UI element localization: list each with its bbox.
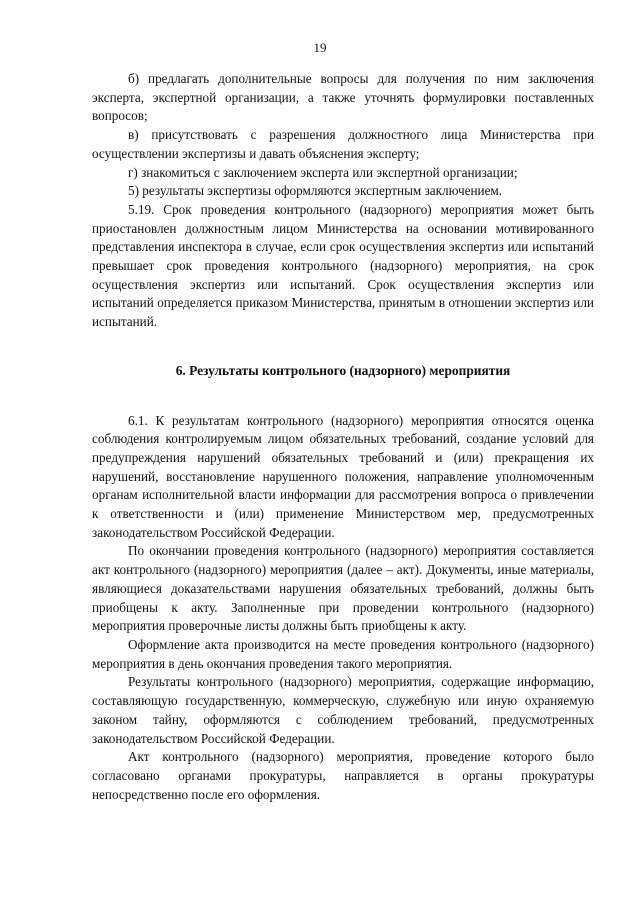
document-body	[92, 70, 594, 804]
paragraph-prosecutor-act: Акт контрольного (надзорного) мероприятия, проведение которого было согласовано органами прокуратуры, направляется в органы прокуратуры непосредственно после его оформления.	[92, 749, 594, 802]
paragraph-item-5: 5) результаты экспертизы оформляются экспертным заключением.	[128, 183, 503, 199]
page-number: 19	[313, 40, 327, 55]
paragraph-item-b: б) предлагать дополнительные вопросы для получения по ним заключения эксперта, экспертной организации, а также уточнять формулировки поставленных вопросов;	[92, 71, 594, 124]
paragraph-item-g: г) знакомиться с заключением эксперта или экспертной организации;	[128, 164, 518, 180]
paragraph-act-location: Оформление акта производится на месте проведения контрольного (надзорного) мероприятия в день окончания проведения такого мероприятия.	[92, 636, 594, 671]
paragraph-act-drafting: По окончании проведения контрольного (надзорного) мероприятия составляется акт контрольного (надзорного) мероприятия (далее – акт). Документы, иные материалы, являющиеся доказательствами нарушения обязательных требований, должны быть приобщены к акту. Заполненные при проведении контрольного (надзорного) мероприятия проверочные листы должны быть приобщены к акту.	[92, 543, 594, 634]
paragraph-item-v: в) присутствовать с разрешения должностного лица Министерства при осуществлении экспертизы и давать объяснения эксперту;	[92, 127, 594, 161]
section-heading: 6. Результаты контрольного (надзорного) мероприятия	[175, 362, 511, 378]
paragraph-confidential-results: Результаты контрольного (надзорного) мероприятия, содержащие информацию, составляющую государственную, коммерческую, служебную или иную охраняемую законом тайну, оформляются с соблюдением требований, предусмотренных законодательством Российской Федерации.	[92, 674, 594, 746]
paragraph-5-19: 5.19. Срок проведения контрольного (надзорного) мероприятия может быть приостановлен должностным лицом Министерства на основании мотивированного представления инспектора в случае, если срок осуществления экспертиз или испытаний превышает срок проведения контрольного (надзорного) мероприятия, на срок осуществления экспертиз или испытаний. Срок осуществления экспертиз или испытаний определяется приказом Министерства, принятым в отношении экспертиз или испытаний.	[92, 201, 594, 330]
paragraph-6-1: 6.1. К результатам контрольного (надзорного) мероприятия относятся оценка соблюдения контролируемым лицом обязательных требований, создание условий для предупреждения нарушений обязательных требований и (или) прекращения их нарушений, восстановление нарушенного положения, направление уполномоченным органам исполнительной власти информации для рассмотрения вопроса о привлечении к ответственности и (или) применение Министерством мер, предусмотренных законодательством Российской Федерации.	[92, 412, 594, 540]
